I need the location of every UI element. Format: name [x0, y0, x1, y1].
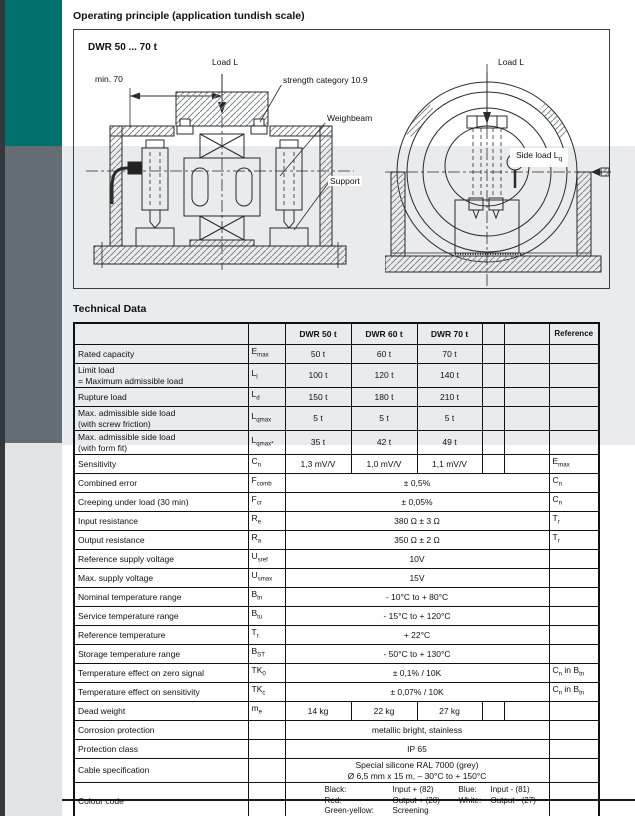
- table-cell: 5 t: [417, 407, 482, 431]
- table-cell: 1,1 mV/V: [417, 455, 482, 474]
- operating-principle-title: Operating principle (application tundish scale): [73, 10, 305, 22]
- table-cell: [549, 645, 599, 664]
- table-cell: $T_r$: [549, 512, 599, 531]
- table-cell: 150 t: [285, 388, 351, 407]
- row-sensitivity: [74, 455, 599, 474]
- table-cell: $L_l$: [248, 364, 285, 388]
- table-cell: Corrosion protection: [74, 721, 248, 740]
- table-cell: [482, 431, 504, 455]
- table-cell: Output resistance: [74, 531, 248, 550]
- table-cell: [248, 740, 285, 759]
- table-cell: Colour code: [74, 783, 248, 816]
- table-cell: [549, 550, 599, 569]
- label-strength-category: strength category 10.9: [283, 75, 368, 85]
- table-cell: 60 t: [351, 345, 417, 364]
- table-cell: ± 0,05%: [285, 493, 549, 512]
- row-reference-supply-voltage: [74, 550, 599, 569]
- technical-data-table: [73, 322, 600, 816]
- row-combined-error: [74, 474, 599, 493]
- table-cell: $U_{smax}$: [248, 569, 285, 588]
- table-header-cell: [248, 323, 285, 345]
- table-cell: $L_{qmax}$: [248, 407, 285, 431]
- table-cell: [248, 721, 285, 740]
- table-cell: $R_a$: [248, 531, 285, 550]
- label-load-left: Load L: [212, 57, 238, 67]
- row-temp-effect-sensitivity: [74, 683, 599, 702]
- table-cell: [482, 702, 504, 721]
- label-side-load-subscript: q: [558, 155, 563, 163]
- table-header-cell: [482, 323, 504, 345]
- table-cell: [549, 588, 599, 607]
- row-service-temperature-range: [74, 607, 599, 626]
- table-cell: $R_e$: [248, 512, 285, 531]
- table-cell: ± 0,5%: [285, 474, 549, 493]
- table-cell: [549, 702, 599, 721]
- table-cell: 15V: [285, 569, 549, 588]
- table-cell: [549, 740, 599, 759]
- table-cell: $B_{tu}$: [248, 607, 285, 626]
- table-cell: $E_{max}$: [248, 345, 285, 364]
- table-cell: 120 t: [351, 364, 417, 388]
- table-cell: [549, 388, 599, 407]
- table-cell: 14 kg: [285, 702, 351, 721]
- table-cell: - 15°C to + 120°C: [285, 607, 549, 626]
- table-cell: [549, 626, 599, 645]
- table-cell: $T_r$: [549, 531, 599, 550]
- table-cell: Reference temperature: [74, 626, 248, 645]
- table-cell: [248, 783, 285, 816]
- variant-label: DWR 50 ... 70 t: [88, 42, 157, 53]
- row-reference-temperature: [74, 626, 599, 645]
- table-cell: 10V: [285, 550, 549, 569]
- table-cell: Dead weight: [74, 702, 248, 721]
- table-cell: $T_{r.}$: [248, 626, 285, 645]
- table-header-cell: Reference: [549, 323, 599, 345]
- row-dead-weight: [74, 702, 599, 721]
- row-output-resistance: [74, 531, 599, 550]
- table-cell: [549, 345, 599, 364]
- table-cell: 42 t: [351, 431, 417, 455]
- table-cell: [482, 407, 504, 431]
- table-header-cell: DWR 50 t: [285, 323, 351, 345]
- table-cell: metallic bright, stainless: [285, 721, 549, 740]
- row-cable-specification: [74, 759, 599, 783]
- table-cell: [549, 721, 599, 740]
- table-cell: Sensitivity: [74, 455, 248, 474]
- table-cell: Temperature effect on zero signal: [74, 664, 248, 683]
- table-cell: Service temperature range: [74, 607, 248, 626]
- table-body: [74, 345, 599, 816]
- table-cell: $E_{max}$: [549, 455, 599, 474]
- row-creeping-under-load: [74, 493, 599, 512]
- table-cell: [549, 783, 599, 816]
- table-cell: [504, 455, 549, 474]
- row-temp-effect-zero-signal: [74, 664, 599, 683]
- table-cell: $U_{sref}$: [248, 550, 285, 569]
- table-cell: [549, 431, 599, 455]
- table-cell: $C_n$ in $B_{tn}$: [549, 664, 599, 683]
- table-cell: ± 0,07% / 10K: [285, 683, 549, 702]
- table-cell: 1,0 mV/V: [351, 455, 417, 474]
- row-max-side-load-screw: [74, 407, 599, 431]
- table-cell: [482, 345, 504, 364]
- table-cell: Special silicone RAL 7000 (grey) Ø 6,5 mm x 15 m, – 30°C to + 150°C: [285, 759, 549, 783]
- table-cell: [549, 569, 599, 588]
- table-header-row: [74, 323, 599, 345]
- table-cell: 180 t: [351, 388, 417, 407]
- table-cell: 100 t: [285, 364, 351, 388]
- table-cell: Max. admissible side load (with form fit): [74, 431, 248, 455]
- cross-section-diagram: [80, 70, 360, 282]
- table-cell: [504, 364, 549, 388]
- table-cell: $L_d$: [248, 388, 285, 407]
- table-cell: Max. supply voltage: [74, 569, 248, 588]
- table-cell: [285, 783, 549, 816]
- row-max-side-load-form: [74, 431, 599, 455]
- table-cell: [248, 759, 285, 783]
- table-cell: [482, 364, 504, 388]
- table-cell: Max. admissible side load (with screw friction): [74, 407, 248, 431]
- table-cell: 5 t: [285, 407, 351, 431]
- table-cell: Cable specification: [74, 759, 248, 783]
- table-cell: [504, 702, 549, 721]
- table-cell: $TK_c$: [248, 683, 285, 702]
- table-cell: $C_n$: [549, 493, 599, 512]
- label-side-load-text: Side load L: [516, 150, 559, 160]
- row-max-supply-voltage: [74, 569, 599, 588]
- table-cell: [482, 388, 504, 407]
- table-cell: Limit load = Maximum admissible load: [74, 364, 248, 388]
- table-cell: [549, 407, 599, 431]
- table-cell: Combined error: [74, 474, 248, 493]
- table-cell: 35 t: [285, 431, 351, 455]
- table-cell: Rupture load: [74, 388, 248, 407]
- table-cell: $F_{cr}$: [248, 493, 285, 512]
- table-cell: IP 65: [285, 740, 549, 759]
- table-cell: Storage temperature range: [74, 645, 248, 664]
- technical-data-title: Technical Data: [73, 303, 147, 315]
- row-rupture-load: [74, 388, 599, 407]
- row-limit-load: [74, 364, 599, 388]
- table-header-cell: [504, 323, 549, 345]
- sidebar-gray-block: [5, 146, 62, 443]
- label-load-right: Load L: [498, 57, 524, 67]
- table-cell: Creeping under load (30 min): [74, 493, 248, 512]
- sidebar-light-block: [5, 443, 62, 816]
- front-view-diagram: [385, 60, 615, 290]
- sidebar-teal-block: [5, 0, 62, 146]
- row-input-resistance: [74, 512, 599, 531]
- table-cell: 49 t: [417, 431, 482, 455]
- table-cell: 27 kg: [417, 702, 482, 721]
- table-header-cell: DWR 70 t: [417, 323, 482, 345]
- label-support: Support: [330, 176, 360, 186]
- table-cell: 50 t: [285, 345, 351, 364]
- table-cell: [549, 364, 599, 388]
- table-cell: [549, 607, 599, 626]
- table-cell: [504, 345, 549, 364]
- table-cell: 210 t: [417, 388, 482, 407]
- table-header-cell: [74, 323, 248, 345]
- table-header: [74, 323, 599, 345]
- row-corrosion-protection: [74, 721, 599, 740]
- table-cell: - 50°C to + 130°C: [285, 645, 549, 664]
- table-cell: $L_{qmax*}$: [248, 431, 285, 455]
- table-cell: Input resistance: [74, 512, 248, 531]
- table-cell: $TK_0$: [248, 664, 285, 683]
- row-colour-code: [74, 783, 599, 816]
- table-cell: + 22°C: [285, 626, 549, 645]
- row-protection-class: [74, 740, 599, 759]
- row-nominal-temperature-range: [74, 588, 599, 607]
- table-cell: [504, 431, 549, 455]
- colour-code-line: Green-yellow: Screening: [324, 806, 429, 815]
- table-header-cell: DWR 60 t: [351, 323, 417, 345]
- table-cell: Temperature effect on sensitivity: [74, 683, 248, 702]
- table-cell: [482, 455, 504, 474]
- table-cell: $C_n$: [248, 455, 285, 474]
- row-storage-temperature-range: [74, 645, 599, 664]
- table-cell: [504, 407, 549, 431]
- label-min-70: min. 70: [95, 74, 123, 84]
- table-cell: $B_{ST}$: [248, 645, 285, 664]
- table-cell: Nominal temperature range: [74, 588, 248, 607]
- table-cell: 70 t: [417, 345, 482, 364]
- table-cell: [549, 759, 599, 783]
- label-side-load: [510, 148, 568, 167]
- label-weighbeam: Weighbeam: [327, 113, 373, 123]
- table-cell: 140 t: [417, 364, 482, 388]
- table-cell: Rated capacity: [74, 345, 248, 364]
- table-cell: 5 t: [351, 407, 417, 431]
- colour-code-line: Red: Output + (28) White: Output - (27): [324, 795, 536, 805]
- table-cell: $C_n$: [549, 474, 599, 493]
- table-cell: $B_{tn}$: [248, 588, 285, 607]
- row-rated-capacity: [74, 345, 599, 364]
- table-cell: 22 kg: [351, 702, 417, 721]
- table-cell: Protection class: [74, 740, 248, 759]
- table-cell: 350 Ω ± 2 Ω: [285, 531, 549, 550]
- table-cell: $F_{comb}$: [248, 474, 285, 493]
- table-cell: 380 Ω ± 3 Ω: [285, 512, 549, 531]
- colour-code-line: Black: Input + (82) Blue: Input - (81): [324, 785, 530, 794]
- table-cell: [504, 388, 549, 407]
- table-cell: $m_e$: [248, 702, 285, 721]
- table-cell: 1,3 mV/V: [285, 455, 351, 474]
- table-cell: - 10°C to + 80°C: [285, 588, 549, 607]
- table-cell: Reference supply voltage: [74, 550, 248, 569]
- table-cell: ± 0,1% / 10K: [285, 664, 549, 683]
- table-cell: $C_n$ in $B_{tn}$: [549, 683, 599, 702]
